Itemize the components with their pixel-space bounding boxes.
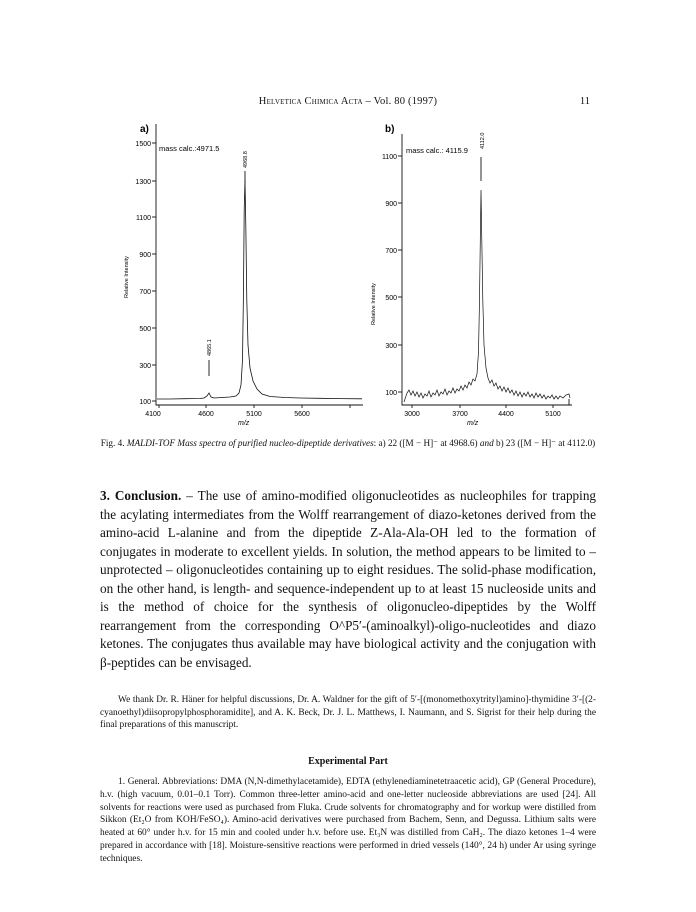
panel-b-xtick: 5100 — [545, 411, 561, 418]
panel-a-xtick: 5600 — [294, 411, 310, 418]
panel-a-spectrum — [157, 180, 362, 399]
panel-b-axes — [402, 134, 572, 405]
figure-mass-spectra — [0, 0, 696, 435]
panel-a-xlabel: m/z — [238, 420, 250, 427]
panel-a-xtick: 5100 — [246, 411, 262, 418]
panel-b-ytick: 700 — [385, 248, 397, 255]
journal-title: Helvetica Chimica Acta – Vol. 80 (1997) — [258, 96, 438, 107]
experimental-body: 1. General. Abbreviations: DMA (N,N-dimethylacetamide), EDTA (ethylenediaminetetraacetic acid), GP (General Procedure), h.v. (high vacuum, 0.01–0.1 Torr). Common three-letter amino-acid and one-letter nucleoside abbreviations are used [24]. All solvents for reactions were used as purchased from Fluka. Crude solvents for chromatography and for workup were distilled from Sikkon (Et₂O from KOH/FeSO₄). Amino-acid derivatives were purchased from Bachem, Senn, and Degussa. Lithium salts were heated at 60° under h.v. for 15 min and cooled under h.v. before use. Et₃N was distilled from CaH₂. The diazo ketones 1–4 were prepared in accordance with [18]. Moisture-sensitive reactions were performed in dried vessels (140°, 24 h) under Ar using syringe techniques. — [100, 777, 596, 864]
panel-a-ytick: 1300 — [135, 179, 151, 186]
panel-a-ytick: 100 — [139, 399, 151, 406]
figure-caption: Fig. 4. MALDI-TOF Mass spectra of purified nucleo-dipeptide derivatives: a) 22 ([M − H]⁻ at 4968.6) and b) 23 ([M − H]⁻ at 4112.0) — [100, 438, 596, 448]
panel-a-ytick: 1100 — [135, 215, 151, 222]
panel-b-ylabel: Relative Intensity — [371, 283, 377, 325]
panel-b-ytick: 500 — [385, 295, 397, 302]
acknowledgement: We thank Dr. R. Häner for helpful discussions, Dr. A. Waldner for the gift of 5′-[(monomethoxytrityl)amino]-thymidine 3′-[(2-cyanoethyl)diisopropylphosphoramidite], and A. K. Beck, Dr. J. L. Matthews, I. Naumann, and S. Sigrist for their help during the final preparations of this manuscript. — [100, 695, 596, 730]
panel-b-spectrum — [404, 190, 570, 402]
panel-b-label: b) — [385, 124, 395, 135]
panel-a-ytick: 900 — [139, 252, 151, 259]
panel-a-ylabel: Relative Intensity — [124, 256, 130, 298]
panel-b-xtick: 3000 — [404, 411, 420, 418]
panel-a-ytick: 1500 — [135, 141, 151, 148]
panel-a-label: a) — [140, 124, 149, 135]
panel-b-xlabel: m/z — [467, 420, 479, 427]
panel-b-ytick: 1100 — [381, 154, 397, 161]
conclusion-section — [100, 487, 596, 672]
conclusion-body: – The use of amino-modified oligonucleotides as nucleophiles for trapping the acylating intermediates from the Wolff rearrangement of diazo-ketones derived from the amino-acid L-alanine and from the dipeptide Z-Ala-Ala-OH led to the formation of conjugates in moderate to excellent yields. In solution, the method appears to be limited to – unprotected – oligonucleotides containing up to eight residues. The solid-phase modification, on the other hand, is length- and sequence-independent up to at least 15 nucleoside units and is the method of choice for the synthesis of oligonucleo-dipeptides by the Wolff rearrangement from the corresponding O^P5′-(aminoalkyl)-oligo-nucleotides and diazo ketones. The conjugates thus available may have biological activity and the conjugation with β-peptides can be envisaged. — [100, 488, 597, 670]
panel-a-axes — [156, 124, 363, 405]
panel-b-calc: mass calc.: 4115.9 — [406, 146, 468, 155]
panel-b-ytick: 100 — [385, 390, 397, 397]
panel-b-xtick: 4400 — [498, 411, 514, 418]
panel-b-ytick: 300 — [385, 343, 397, 350]
panel-a-ytick: 500 — [139, 326, 151, 333]
conclusion-heading: 3. Conclusion. — [100, 488, 182, 503]
panel-b-peak-main-label: 4112.0 — [480, 132, 486, 149]
experimental-heading: Experimental Part — [308, 756, 388, 767]
panel-a-ytick: 300 — [139, 363, 151, 370]
panel-a-xtick: 4600 — [198, 411, 214, 418]
panel-a-calc: mass calc.:4971.5 — [159, 144, 220, 153]
panel-b-xtick: 3700 — [452, 411, 468, 418]
panel-a-ytick: 700 — [139, 289, 151, 296]
panel-a-peak-minor-label: 4865.1 — [207, 339, 213, 356]
page-number: 11 — [579, 96, 590, 107]
panel-a-xtick: 4100 — [145, 411, 161, 418]
panel-a-peak-main-label: 4968.8 — [243, 151, 249, 168]
panel-b-ytick: 900 — [385, 201, 397, 208]
